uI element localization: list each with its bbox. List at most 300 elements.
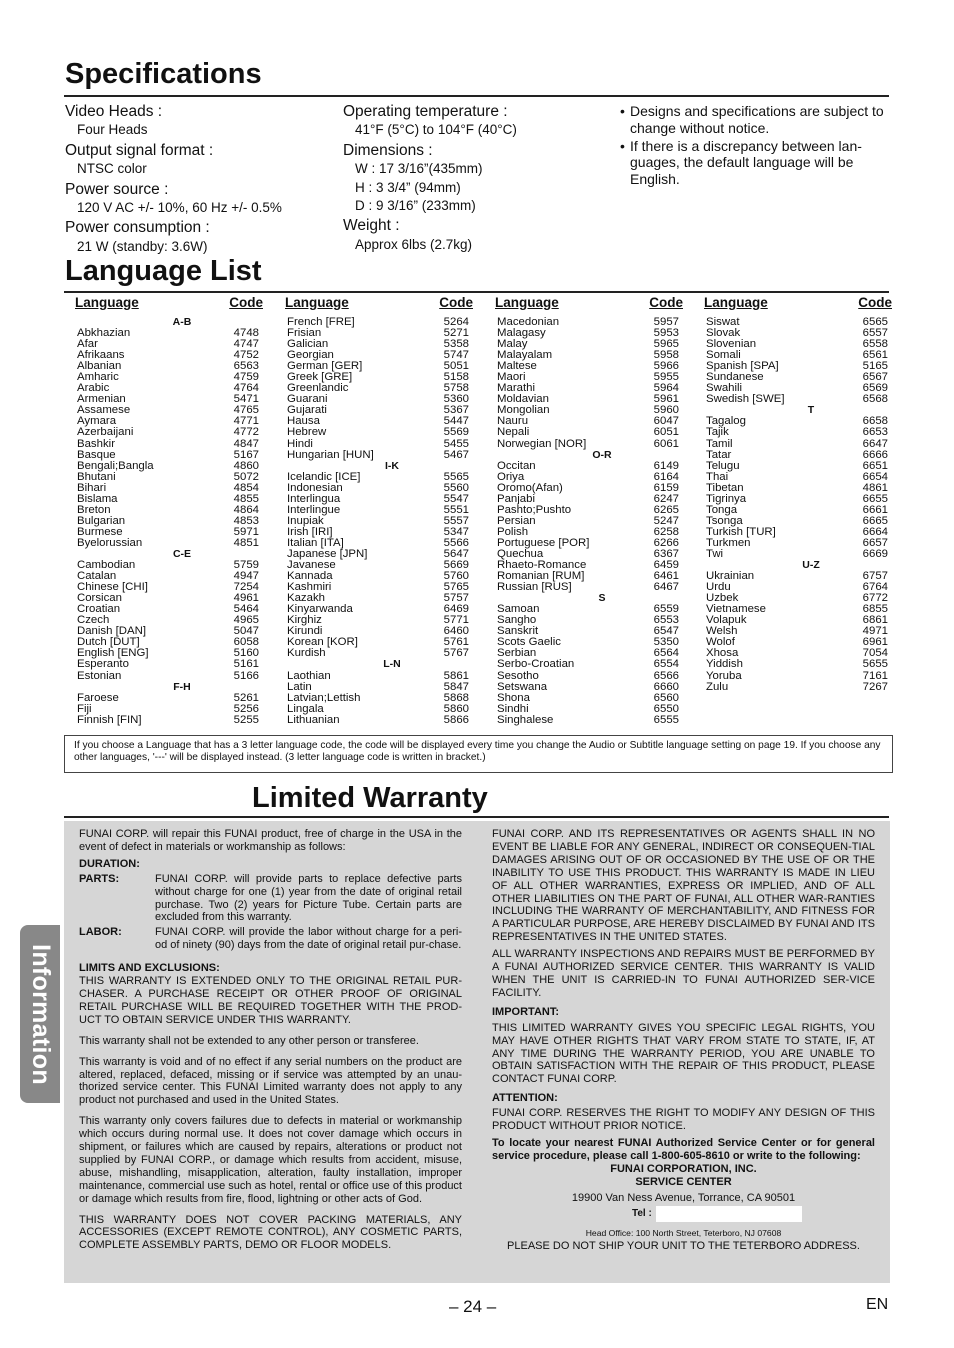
language-row bbox=[285, 693, 473, 704]
language-code: 5161 bbox=[233, 658, 259, 671]
spec-label: Dimensions : bbox=[343, 141, 433, 159]
language-name: Amharic bbox=[77, 371, 119, 384]
language-code: 5860 bbox=[443, 702, 469, 715]
language-name: Twi bbox=[706, 547, 724, 560]
language-code: 5958 bbox=[653, 349, 679, 362]
modify-text: FUNAI CORP. RESERVES THE RIGHT TO MODIFY ANY DESIGN OF THIS PRODUCT WITHOUT PRIOR NOTICE. bbox=[492, 1107, 875, 1133]
language-name: Interlingua bbox=[287, 492, 341, 505]
language-name: Tsonga bbox=[706, 514, 743, 527]
language-code: 5747 bbox=[443, 349, 469, 362]
language-name: Armenian bbox=[77, 393, 126, 406]
language-row bbox=[704, 450, 892, 461]
language-code: 6558 bbox=[862, 338, 888, 351]
language-code: 6658 bbox=[862, 415, 888, 428]
language-row bbox=[75, 715, 263, 726]
language-code: 5957 bbox=[653, 316, 679, 328]
language-name: Romanian [RUM] bbox=[497, 570, 585, 583]
language-code: 6058 bbox=[233, 636, 259, 649]
language-name: Siswat bbox=[706, 316, 740, 328]
spec-value: 120 V AC +/- 10%, 60 Hz +/- 0.5% bbox=[77, 200, 282, 216]
language-code: 4764 bbox=[233, 382, 259, 395]
language-code: 5760 bbox=[443, 570, 469, 583]
language-code: 6461 bbox=[653, 570, 679, 583]
language-name: Japanese [JPN] bbox=[287, 547, 368, 560]
language-code: 6051 bbox=[653, 426, 679, 439]
language-name: Bhutani bbox=[77, 470, 116, 483]
language-name: Irish [IRI] bbox=[287, 525, 333, 538]
language-row bbox=[75, 693, 263, 704]
language-name: Burmese bbox=[77, 525, 123, 538]
language-name: Czech bbox=[77, 614, 110, 627]
language-name: Vietnamese bbox=[706, 603, 766, 616]
language-name: Yoruba bbox=[706, 669, 742, 682]
language-code: 5557 bbox=[443, 514, 469, 527]
language-code: 5655 bbox=[862, 658, 888, 671]
language-name: Hungarian [HUN] bbox=[287, 448, 374, 461]
language-name: Tigrinya bbox=[706, 492, 747, 505]
language-name: Mongolian bbox=[497, 404, 550, 417]
inspection-text: ALL WARRANTY INSPECTIONS AND REPAIRS MUST BE PERFORMED BY A FUNAI AUTHORIZED SERVICE CENTER. THIS WARRANTY IS VALID WHEN THE UNIT IS CARRIED-IN TO FUNAI AUTHORIZED SER-VICE FACILITY. bbox=[492, 948, 875, 999]
bullet-icon: • bbox=[620, 103, 625, 119]
language-name: Tibetan bbox=[706, 481, 744, 494]
locate-service-text: To locate your nearest FUNAI Authorized Service Center or for general service procedure, please call 1-800-605-8610 or write to the following: bbox=[492, 1136, 875, 1162]
language-row bbox=[704, 549, 892, 560]
language-name: Galician bbox=[287, 338, 329, 351]
language-name: Ukrainian bbox=[706, 570, 755, 583]
language-code: 5861 bbox=[443, 669, 469, 682]
warranty-left-column bbox=[79, 828, 462, 1256]
language-name: Croatian bbox=[77, 603, 121, 616]
language-code: 5759 bbox=[233, 559, 259, 572]
language-name: Azerbaijani bbox=[77, 426, 134, 439]
language-name: Fiji bbox=[77, 702, 92, 715]
language-name: Malay bbox=[497, 338, 528, 351]
language-code: 7254 bbox=[233, 581, 259, 594]
language-name: Malayalam bbox=[497, 349, 553, 362]
language-code: 5350 bbox=[653, 636, 679, 649]
spec-value: Approx 6lbs (2.7kg) bbox=[355, 236, 473, 252]
language-name: Samoan bbox=[497, 603, 540, 616]
language-header-row bbox=[704, 295, 892, 317]
language-code: 6159 bbox=[653, 481, 679, 494]
language-name: Dutch [DUT] bbox=[77, 636, 140, 649]
language-row bbox=[75, 659, 263, 670]
language-name: Guarani bbox=[287, 393, 328, 406]
language-code: 5160 bbox=[233, 647, 259, 660]
transfer-text: This warranty shall not be extended to any other person or transferee. bbox=[79, 1034, 419, 1047]
page-number: – 24 – bbox=[449, 1297, 497, 1316]
language-column-3 bbox=[495, 295, 683, 726]
language-code: 6560 bbox=[653, 691, 679, 704]
language-code: 4864 bbox=[233, 503, 259, 516]
language-name: Latin bbox=[287, 680, 312, 693]
language-code: 6247 bbox=[653, 492, 679, 505]
warranty-panel bbox=[64, 821, 890, 1283]
language-code: 6655 bbox=[862, 492, 888, 505]
language-name: Kazakh bbox=[287, 592, 325, 605]
language-name: Esperanto bbox=[77, 658, 129, 671]
do-not-ship: PLEASE DO NOT SHIP YOUR UNIT TO THE TETERBORO ADDRESS. bbox=[507, 1240, 860, 1253]
language-code: 6561 bbox=[862, 349, 888, 362]
language-code: 6557 bbox=[862, 327, 888, 340]
liability-text: FUNAI CORP. AND ITS REPRESENTATIVES OR AGENTS SHALL IN NO EVENT BE LIABLE FOR ANY GENERAL, INDIRECT OR CONSEQUEN-TIAL DAMAGES ARISING OUT OF OR OCCASIONED BY THE USE OF OR THE INABILITY TO USE THIS PRODUCT. THIS WARRANTY IS MADE IN LIEU OF ALL OTHER WARRANTIES, EXPRESS OR IMPLIED, AND OF ALL OTHER LIABILITIES ON THE PART OF FUNAI, ALL OTHER WAR-RANTIES INCLUDING THE WARRANTY OF MERCHANTABILITY, AND FITNESS FOR A PARTICULAR PURPOSE, ARE HEREBY DISCLAIMED BY FUNAI AND ITS REPRESENTATIVES IN THE UNITED STATES. bbox=[492, 828, 875, 944]
language-name: Arabic bbox=[77, 382, 110, 395]
language-row bbox=[285, 671, 473, 682]
language-name: Setswana bbox=[497, 680, 548, 693]
language-code: 6861 bbox=[862, 614, 888, 627]
note-item bbox=[620, 138, 888, 188]
language-name: Serbian bbox=[497, 647, 537, 660]
language-code: 5047 bbox=[233, 625, 259, 638]
language-name: Uzbek bbox=[706, 592, 739, 605]
language-code: 6061 bbox=[653, 437, 679, 450]
language-row bbox=[704, 394, 892, 405]
language-name: Corsican bbox=[77, 592, 122, 605]
language-name: Swedish [SWE] bbox=[706, 393, 785, 406]
language-code: 4748 bbox=[233, 327, 259, 340]
language-code: 5166 bbox=[233, 669, 259, 682]
language-name: Catalan bbox=[77, 570, 117, 583]
language-code: 5551 bbox=[443, 503, 469, 516]
rights-text: THIS LIMITED WARRANTY GIVES YOU SPECIFIC LEGAL RIGHTS, YOU MAY HAVE OTHER RIGHTS THAT VARY FROM STATE TO STATE, IF, AT ANY TIME DURING THE WARRANTY PERIOD, YOU ARE UNABLE TO OBTAIN SATISFACTION WITH THE REPAIR OF THIS PRODUCT, PLEASE CONTACT FUNAI CORP. bbox=[492, 1021, 875, 1086]
note-item bbox=[620, 103, 888, 137]
language-section-header: L-N bbox=[383, 658, 401, 671]
language-name: German [GER] bbox=[287, 360, 363, 373]
language-code: 4861 bbox=[862, 481, 888, 494]
language-code: 7161 bbox=[862, 669, 888, 682]
language-header-row bbox=[75, 295, 263, 317]
language-row bbox=[495, 715, 683, 726]
head-office: Head Office: 100 North Street, Teterboro, NJ 07608 bbox=[585, 1228, 782, 1239]
language-name: Indonesian bbox=[287, 481, 343, 494]
language-code: 4854 bbox=[233, 481, 259, 494]
language-name: Kinyarwanda bbox=[287, 603, 353, 616]
language-code: 5868 bbox=[443, 691, 469, 704]
language-name: Hebrew bbox=[287, 426, 327, 439]
language-name: Panjabi bbox=[497, 492, 535, 505]
language-row bbox=[704, 682, 892, 693]
language-column-4 bbox=[704, 295, 892, 693]
language-code: 6467 bbox=[653, 581, 679, 594]
language-name: Bengali;Bangla bbox=[77, 459, 154, 472]
language-code: 5360 bbox=[443, 393, 469, 406]
language-section-header: O-R bbox=[592, 448, 612, 461]
language-name: Somali bbox=[706, 349, 741, 362]
language-code: 5467 bbox=[443, 448, 469, 461]
language-code: 6367 bbox=[653, 547, 679, 560]
language-name: Italian [ITA] bbox=[287, 536, 344, 549]
language-code: 5051 bbox=[443, 360, 469, 373]
language-code: 6469 bbox=[443, 603, 469, 616]
language-name: Afrikaans bbox=[77, 349, 125, 362]
language-code: 6258 bbox=[653, 525, 679, 538]
language-row bbox=[495, 659, 683, 670]
language-name: Latvian;Lettish bbox=[287, 691, 361, 704]
language-code: 6565 bbox=[862, 316, 888, 328]
language-code: 5761 bbox=[443, 636, 469, 649]
language-name: Sundanese bbox=[706, 371, 764, 384]
specs-left-column bbox=[65, 103, 335, 256]
language-name: Kirundi bbox=[287, 625, 323, 638]
language-name: Scots Gaelic bbox=[497, 636, 561, 649]
language-code: 5367 bbox=[443, 404, 469, 417]
spec-value: Four Heads bbox=[77, 122, 148, 138]
language-section-header: I-K bbox=[385, 459, 399, 472]
language-section-header: S bbox=[598, 592, 606, 605]
language-name: Interlingue bbox=[287, 503, 341, 516]
language-code: 5647 bbox=[443, 547, 469, 560]
language-code: 6547 bbox=[653, 625, 679, 638]
language-code: 5256 bbox=[233, 702, 259, 715]
spec-label: Output signal format : bbox=[65, 141, 214, 159]
language-code: 5560 bbox=[443, 481, 469, 494]
language-code: 6772 bbox=[862, 592, 888, 605]
language-code: 5464 bbox=[233, 603, 259, 616]
language-name: Volapuk bbox=[706, 614, 747, 627]
note-text: If there is a discrepancy between lan-guages, the default language will be English. bbox=[630, 137, 862, 188]
spec-value: D : 9 3/16” (233mm) bbox=[355, 198, 476, 214]
limits-text: THIS WARRANTY IS EXTENDED ONLY TO THE ORIGINAL RETAIL PUR-CHASER. A PURCHASE RECEIPT OR OTHER PROOF OF ORIGINAL RETAIL PURCHASE WILL BE REQUIRED TOGETHER WITH THE PROD-UCT TO OBTAIN SERVICE UNDER THIS WARRANTY. bbox=[79, 975, 462, 1026]
language-code: 6757 bbox=[862, 570, 888, 583]
parts-label: PARTS: bbox=[79, 872, 120, 885]
code-header: Code bbox=[858, 295, 892, 310]
language-code: 6459 bbox=[653, 559, 679, 572]
language-code: 5771 bbox=[443, 614, 469, 627]
language-row bbox=[75, 461, 263, 472]
language-name: Malagasy bbox=[497, 327, 546, 340]
labor-row bbox=[79, 926, 462, 952]
language-row bbox=[704, 439, 892, 450]
language-name: Bulgarian bbox=[77, 514, 126, 527]
language-row bbox=[285, 715, 473, 726]
language-name: Maltese bbox=[497, 360, 537, 373]
language-code: 6567 bbox=[862, 371, 888, 384]
language-name: Georgian bbox=[287, 349, 334, 362]
language-code: 5955 bbox=[653, 371, 679, 384]
language-name: Finnish [FIN] bbox=[77, 713, 142, 726]
language-code: 5961 bbox=[653, 393, 679, 406]
language-code: 5565 bbox=[443, 470, 469, 483]
language-name: Laothian bbox=[287, 669, 331, 682]
language-name: English [ENG] bbox=[77, 647, 149, 660]
language-name: Occitan bbox=[497, 459, 536, 472]
language-name: Sangho bbox=[497, 614, 537, 627]
language-name: Byelorussian bbox=[77, 536, 143, 549]
specifications-rule bbox=[64, 95, 889, 97]
language-row bbox=[495, 439, 683, 450]
language-row bbox=[285, 682, 473, 693]
language-name: Korean [KOR] bbox=[287, 636, 358, 649]
language-code: 5960 bbox=[653, 404, 679, 417]
language-name: Rhaeto-Romance bbox=[497, 559, 587, 572]
language-row bbox=[75, 671, 263, 682]
language-code: 6647 bbox=[862, 437, 888, 450]
language-code: 6660 bbox=[653, 680, 679, 693]
language-code: 6559 bbox=[653, 603, 679, 616]
language-code: 4752 bbox=[233, 349, 259, 362]
language-name: Kirghiz bbox=[287, 614, 322, 627]
language-name: Nepali bbox=[497, 426, 530, 439]
not-covered-text: THIS WARRANTY DOES NOT COVER PACKING MATERIALS, ANY ACCESSORIES (EXCEPT REMOTE CONTROL), ANY COSMETIC PARTS, COMPLETE ASSEMBLY PARTS, DEMO OR FLOOR MODELS. bbox=[79, 1213, 462, 1252]
language-row bbox=[285, 427, 473, 438]
language-code: 4847 bbox=[233, 437, 259, 450]
language-name: Welsh bbox=[706, 625, 738, 638]
language-name: Pashto;Pushto bbox=[497, 503, 572, 516]
language-name: Spanish [SPA] bbox=[706, 360, 779, 373]
language-code: 6653 bbox=[862, 426, 888, 439]
language-row bbox=[704, 461, 892, 472]
language-code: 4771 bbox=[233, 415, 259, 428]
spec-label: Power source : bbox=[65, 180, 169, 198]
labor-text: FUNAI CORP. will provide the labor without charge for a peri-od of ninety (90) days from the date of original retail pur-chase. bbox=[155, 926, 462, 952]
language-list-rule bbox=[64, 291, 889, 293]
language-code: 6149 bbox=[653, 459, 679, 472]
language-row bbox=[495, 461, 683, 472]
service-center-label: SERVICE CENTER bbox=[635, 1175, 732, 1188]
language-name: Singhalese bbox=[497, 713, 554, 726]
language-name: Frisian bbox=[287, 327, 322, 340]
language-name: Sindhi bbox=[497, 702, 529, 715]
parts-row bbox=[79, 873, 462, 925]
language-header-row bbox=[285, 295, 473, 317]
language-name: Xhosa bbox=[706, 647, 739, 660]
language-code: 6651 bbox=[862, 459, 888, 472]
language-header: Language bbox=[285, 295, 349, 310]
language-row bbox=[704, 427, 892, 438]
specs-middle-column bbox=[343, 103, 603, 254]
language-row bbox=[75, 538, 263, 549]
language-name: Russian [RUS] bbox=[497, 581, 572, 594]
coverage-text: This warranty only covers failures due to defects in material or workmanship which occurs during normal use. It does not cover damage which occurs in shipment, or failures which are caused by repairs, alterations or product not supplied by FUNAI CORP., or damage which results from accident, misuse, abuse, mishandling, misapplication, alteration, faulty installation, improper maintenance, commercial use such as hotel, rental or office use of this product or damage which results from fire, flood, lightning or other acts of God. bbox=[79, 1115, 462, 1205]
language-code: 4860 bbox=[233, 459, 259, 472]
language-code: 4947 bbox=[233, 570, 259, 583]
language-name: Greek [GRE] bbox=[287, 371, 353, 384]
language-name: Kurdish bbox=[287, 647, 326, 660]
language-row bbox=[495, 693, 683, 704]
language-name: Moldavian bbox=[497, 393, 549, 406]
language-code: 5447 bbox=[443, 415, 469, 428]
spec-value: NTSC color bbox=[77, 161, 147, 177]
language-header: Language bbox=[75, 295, 139, 310]
spec-label: Operating temperature : bbox=[343, 103, 508, 120]
language-code: 5669 bbox=[443, 559, 469, 572]
language-name: Faroese bbox=[77, 691, 119, 704]
language-code: 5547 bbox=[443, 492, 469, 505]
language-name: Swahili bbox=[706, 382, 743, 395]
language-code: 4971 bbox=[862, 625, 888, 638]
language-name: Oromo(Afan) bbox=[497, 481, 563, 494]
language-name: Sesotho bbox=[497, 669, 539, 682]
language-name: Turkmen bbox=[706, 536, 751, 549]
language-name: Tonga bbox=[706, 503, 738, 516]
language-name: Tatar bbox=[706, 448, 732, 461]
language-code: 6566 bbox=[653, 669, 679, 682]
language-name: Slovak bbox=[706, 327, 741, 340]
language-header: Language bbox=[704, 295, 768, 310]
language-code: 5455 bbox=[443, 437, 469, 450]
language-name: Persian bbox=[497, 514, 536, 527]
language-name: Turkish [TUR] bbox=[706, 525, 776, 538]
language-code: 5358 bbox=[443, 338, 469, 351]
language-name: Inupiak bbox=[287, 514, 324, 527]
language-code: 6568 bbox=[862, 393, 888, 406]
language-code: 5757 bbox=[443, 592, 469, 605]
language-code: 4747 bbox=[233, 338, 259, 351]
language-row bbox=[75, 450, 263, 461]
tel-row bbox=[492, 1206, 875, 1224]
note-text: Designs and specifications are subject to change without notice. bbox=[630, 103, 884, 136]
tel-box bbox=[656, 1206, 802, 1222]
language-code: 5971 bbox=[233, 525, 259, 538]
language-code: 7267 bbox=[862, 680, 888, 693]
language-code: 5966 bbox=[653, 360, 679, 373]
language-code: 5953 bbox=[653, 327, 679, 340]
language-code: 5167 bbox=[233, 448, 259, 461]
language-name: Yiddish bbox=[706, 658, 743, 671]
warranty-intro: FUNAI CORP. will repair this FUNAI product, free of charge in the USA in the event of defect in materials or workmanship as follows: bbox=[79, 828, 462, 853]
language-name: Assamese bbox=[77, 404, 131, 417]
tel-label: Tel : bbox=[632, 1208, 652, 1220]
language-name: Wolof bbox=[706, 636, 735, 649]
spec-value: H : 3 3/4” (94mm) bbox=[355, 179, 461, 195]
language-code: 5566 bbox=[443, 536, 469, 549]
language-name: Thai bbox=[706, 470, 729, 483]
language-code: 4765 bbox=[233, 404, 259, 417]
corp-name: FUNAI CORPORATION, INC. bbox=[610, 1162, 757, 1175]
language-name: Nauru bbox=[497, 415, 529, 428]
language-name: Javanese bbox=[287, 559, 336, 572]
language-name: Norwegian [NOR] bbox=[497, 437, 587, 450]
language-code: 4853 bbox=[233, 514, 259, 527]
language-code: 4759 bbox=[233, 371, 259, 384]
language-code: 4855 bbox=[233, 492, 259, 505]
language-code: 5847 bbox=[443, 680, 469, 693]
language-name: Bashkir bbox=[77, 437, 115, 450]
language-code: 6665 bbox=[862, 514, 888, 527]
language-row bbox=[285, 439, 473, 450]
language-name: Lithuanian bbox=[287, 713, 340, 726]
language-name: Macedonian bbox=[497, 316, 560, 328]
language-name: Bihari bbox=[77, 481, 107, 494]
void-text: This warranty is void and of no effect if any serial numbers on the product are altered, replaced, defaced, missing or if service was attempted by an unau-thorized service center. This FUNAI Limited warranty does not apply to any product not purchased and used in the United States. bbox=[79, 1055, 462, 1107]
language-name: Estonian bbox=[77, 669, 122, 682]
language-code: 6564 bbox=[653, 647, 679, 660]
language-name: Maori bbox=[497, 371, 526, 384]
language-row bbox=[704, 671, 892, 682]
language-name: Kannada bbox=[287, 570, 333, 583]
warranty-rule bbox=[64, 816, 889, 818]
language-name: Telugu bbox=[706, 459, 740, 472]
language-name: Greenlandic bbox=[287, 382, 349, 395]
language-name: Slovenian bbox=[706, 338, 757, 351]
language-code: 5165 bbox=[862, 360, 888, 373]
language-name: Oriya bbox=[497, 470, 525, 483]
duration-label: DURATION: bbox=[79, 857, 140, 870]
language-code: 5261 bbox=[233, 691, 259, 704]
spec-label: Video Heads : bbox=[65, 103, 163, 120]
language-column-2 bbox=[285, 295, 473, 726]
language-code: 6047 bbox=[653, 415, 679, 428]
language-code: 5158 bbox=[443, 371, 469, 384]
attention-label: ATTENTION: bbox=[492, 1092, 558, 1105]
language-name: Shona bbox=[497, 691, 530, 704]
service-address: 19900 Van Ness Avenue, Torrance, CA 90501 bbox=[571, 1191, 796, 1204]
language-name: Hausa bbox=[287, 415, 320, 428]
language-code: 5758 bbox=[443, 382, 469, 395]
language-code: 6764 bbox=[862, 581, 888, 594]
language-code: 6661 bbox=[862, 503, 888, 516]
language-code: 6555 bbox=[653, 713, 679, 726]
